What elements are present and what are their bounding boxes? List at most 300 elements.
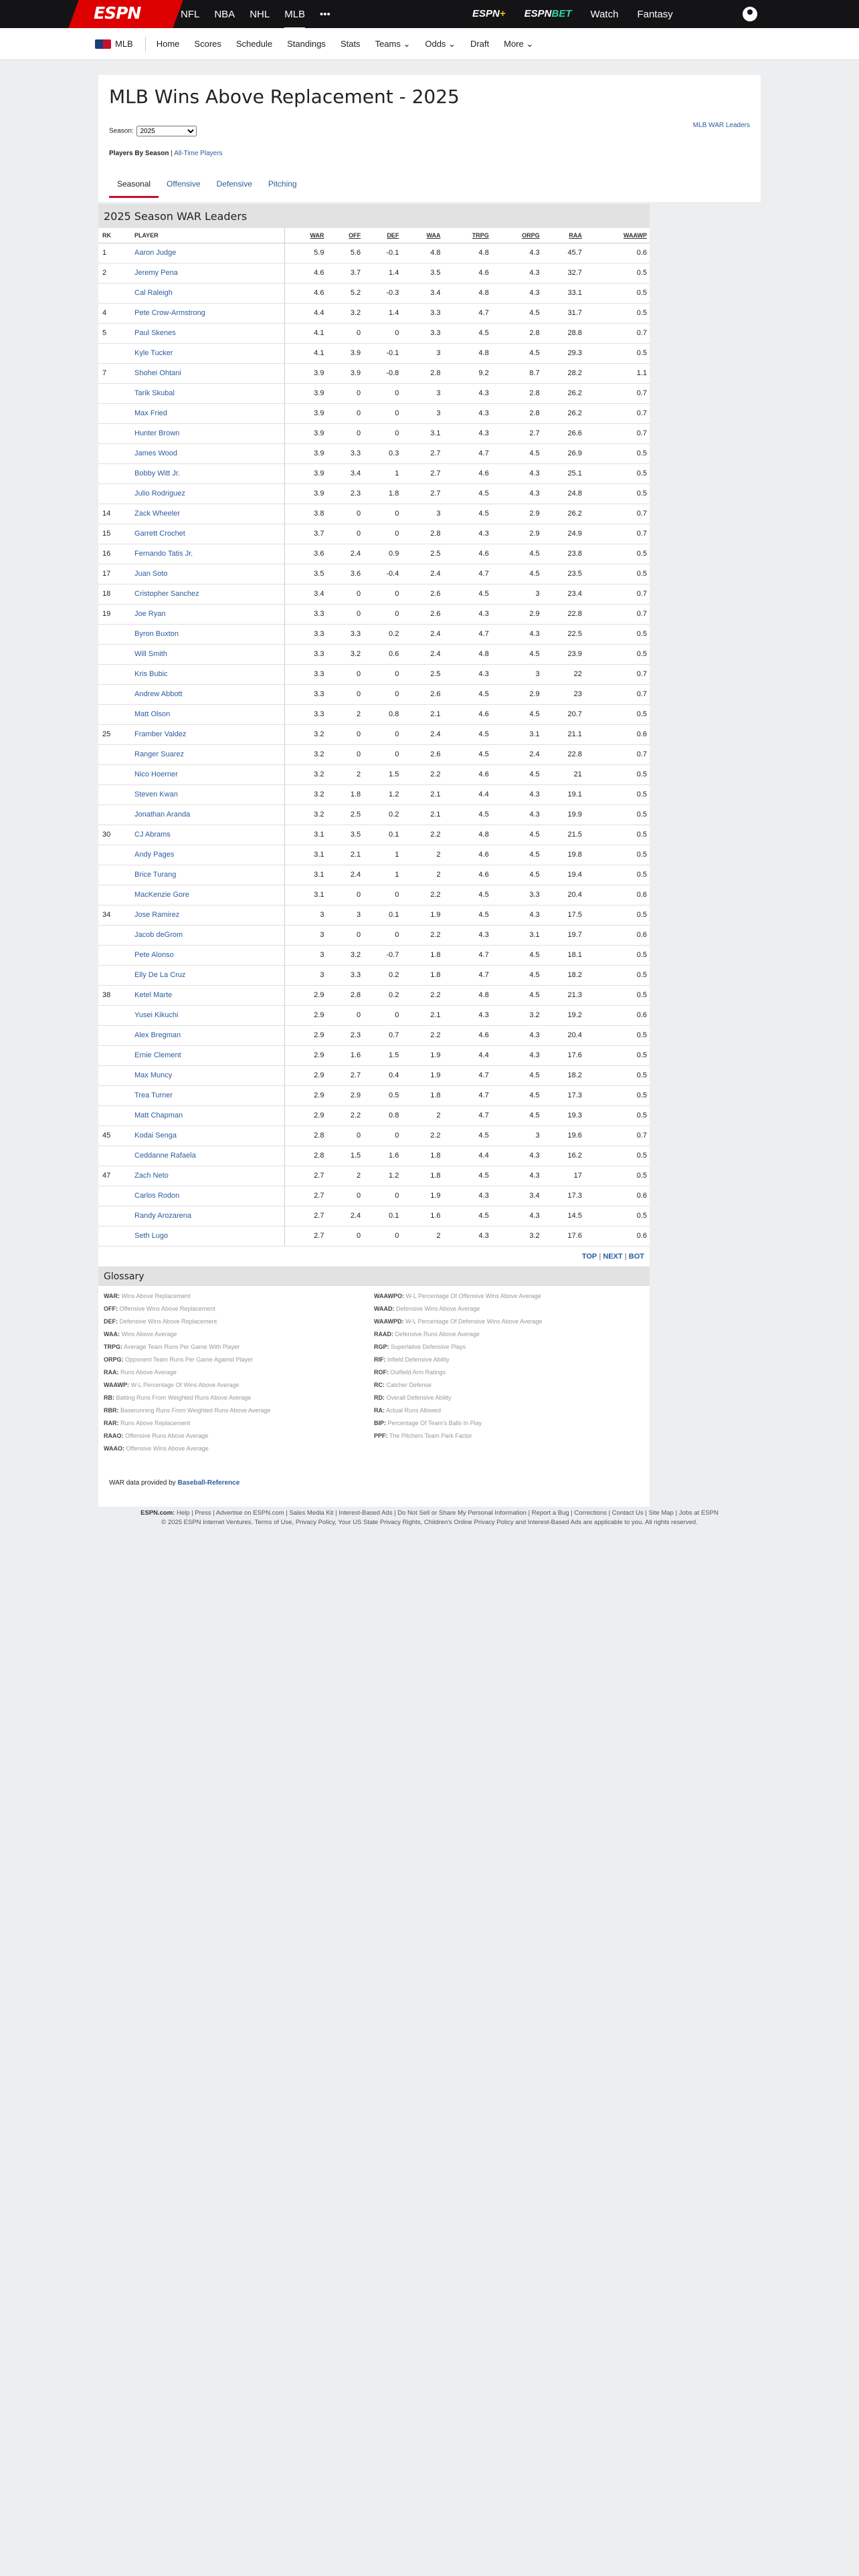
player-link[interactable]: Ketel Marte bbox=[130, 985, 284, 1005]
cell-waawp: 0.7 bbox=[585, 1125, 650, 1146]
player-link[interactable]: Carlos Rodon bbox=[130, 1186, 284, 1206]
player-link[interactable]: Brice Turang bbox=[130, 865, 284, 885]
table-row bbox=[98, 243, 650, 263]
cell-war: 5.9 bbox=[284, 243, 326, 263]
cell-waa: 2.2 bbox=[401, 985, 443, 1005]
subnav-schedule[interactable]: Schedule bbox=[235, 39, 273, 49]
player-link[interactable]: Randy Arozarena bbox=[130, 1206, 284, 1226]
player-link[interactable]: Kyle Tucker bbox=[130, 343, 284, 363]
cell-war: 2.9 bbox=[284, 985, 326, 1005]
col-war[interactable]: WAR bbox=[284, 228, 326, 243]
cell-rank bbox=[98, 784, 130, 804]
player-link[interactable]: Seth Lugo bbox=[130, 1226, 284, 1246]
cell-raa: 26.9 bbox=[543, 443, 585, 463]
cell-off: 0 bbox=[326, 925, 363, 945]
player-link[interactable]: Ranger Suarez bbox=[130, 744, 284, 764]
cell-orpg: 4.5 bbox=[492, 985, 543, 1005]
cell-off: 5.6 bbox=[326, 243, 363, 263]
cell-waa: 1.8 bbox=[401, 1085, 443, 1105]
player-link[interactable]: Bobby Witt Jr. bbox=[130, 463, 284, 484]
player-link[interactable]: Cristopher Sanchez bbox=[130, 584, 284, 604]
player-link[interactable]: Garrett Crochet bbox=[130, 524, 284, 544]
cell-waa: 3.3 bbox=[401, 303, 443, 323]
cell-off: 5.2 bbox=[326, 283, 363, 303]
cell-waawp: 0.6 bbox=[585, 1186, 650, 1206]
player-link[interactable]: Juan Soto bbox=[130, 564, 284, 584]
cell-trpg: 4.3 bbox=[444, 383, 492, 403]
cell-def: 0.1 bbox=[363, 1206, 401, 1226]
cell-off: 3.3 bbox=[326, 624, 363, 644]
glossary-term: RB: bbox=[104, 1394, 114, 1401]
cell-war: 2.7 bbox=[284, 1166, 326, 1186]
cell-trpg: 4.7 bbox=[444, 624, 492, 644]
table-row bbox=[98, 1065, 650, 1085]
nav-item-nhl[interactable]: NHL bbox=[250, 8, 270, 20]
player-link[interactable]: Fernando Tatis Jr. bbox=[130, 544, 284, 564]
player-link[interactable]: Ceddanne Rafaela bbox=[130, 1146, 284, 1166]
cell-war: 3.3 bbox=[284, 664, 326, 684]
cell-war: 3.4 bbox=[284, 584, 326, 604]
cell-waawp: 0.7 bbox=[585, 504, 650, 524]
cell-def: 1 bbox=[363, 845, 401, 865]
cell-waawp: 0.5 bbox=[585, 1065, 650, 1085]
cell-def: 0 bbox=[363, 664, 401, 684]
pager-next[interactable]: NEXT bbox=[603, 1252, 623, 1261]
cell-def: 0 bbox=[363, 724, 401, 744]
league-name[interactable]: MLB bbox=[115, 39, 133, 49]
cell-waawp: 0.5 bbox=[585, 1025, 650, 1045]
cell-orpg: 4.3 bbox=[492, 484, 543, 504]
player-link[interactable]: Andrew Abbott bbox=[130, 684, 284, 704]
cell-trpg: 4.5 bbox=[444, 504, 492, 524]
player-link[interactable]: Paul Skenes bbox=[130, 323, 284, 343]
cell-def: 0 bbox=[363, 504, 401, 524]
glossary-term: RIF: bbox=[374, 1356, 386, 1363]
tab-offensive[interactable]: Offensive bbox=[167, 179, 201, 189]
player-link[interactable]: Matt Olson bbox=[130, 704, 284, 724]
cell-off: 2.3 bbox=[326, 1025, 363, 1045]
cell-war: 2.8 bbox=[284, 1125, 326, 1146]
cell-rank bbox=[98, 1005, 130, 1025]
col-orpg[interactable]: ORPG bbox=[492, 228, 543, 243]
cell-raa: 24.8 bbox=[543, 484, 585, 504]
cell-waa: 2 bbox=[401, 1105, 443, 1125]
nav-item-nfl[interactable]: NFL bbox=[181, 8, 200, 20]
credit-text: WAR data provided by bbox=[109, 1479, 176, 1487]
table-row bbox=[98, 1105, 650, 1125]
war-leaders-section bbox=[98, 204, 650, 1507]
cell-waawp: 0.7 bbox=[585, 383, 650, 403]
nav-item-mlb[interactable]: MLB bbox=[284, 0, 305, 28]
cell-def: -0.1 bbox=[363, 343, 401, 363]
glossary-entry bbox=[104, 1420, 374, 1432]
cell-waawp: 0.5 bbox=[585, 945, 650, 965]
tab-pitching[interactable]: Pitching bbox=[268, 179, 297, 189]
cell-def: -0.1 bbox=[363, 243, 401, 263]
cell-off: 3.9 bbox=[326, 343, 363, 363]
subnav-teams[interactable]: Teams ⌄ bbox=[375, 38, 411, 49]
cell-rank: 1 bbox=[98, 243, 130, 263]
cell-waa: 2.7 bbox=[401, 484, 443, 504]
cell-waawp: 0.5 bbox=[585, 544, 650, 564]
cell-off: 0 bbox=[326, 1005, 363, 1025]
subnav-home[interactable]: Home bbox=[156, 39, 180, 49]
cell-def: 0.2 bbox=[363, 804, 401, 825]
table-pager bbox=[98, 1247, 650, 1267]
glossary-definition: Percentage Of Team's Balls In Play bbox=[387, 1419, 482, 1426]
cell-off: 2.9 bbox=[326, 1085, 363, 1105]
cell-waa: 3.5 bbox=[401, 263, 443, 283]
nav-item-nba[interactable]: NBA bbox=[214, 8, 235, 20]
cell-orpg: 3 bbox=[492, 584, 543, 604]
glossary-entry bbox=[374, 1432, 644, 1445]
cell-off: 0 bbox=[326, 604, 363, 624]
cell-def: 0 bbox=[363, 1005, 401, 1025]
player-link[interactable]: Andy Pages bbox=[130, 845, 284, 865]
table-row bbox=[98, 463, 650, 484]
cell-waa: 2.2 bbox=[401, 885, 443, 905]
players-by-season: Players By Season bbox=[109, 150, 169, 157]
glossary-entry bbox=[374, 1420, 644, 1432]
footer-copyright: © 2025 ESPN Internet Ventures. Terms of Use, Privacy Policy, Your US State Privacy Rights, Children's Online Privacy Policy and Interest-Based Ads are applicable to you. All rights reserved. bbox=[161, 1519, 698, 1526]
cell-war: 2.9 bbox=[284, 1085, 326, 1105]
cell-waa: 3 bbox=[401, 403, 443, 423]
cell-trpg: 4.3 bbox=[444, 1186, 492, 1206]
cell-orpg: 2.9 bbox=[492, 504, 543, 524]
table-row bbox=[98, 564, 650, 584]
cell-off: 0 bbox=[326, 504, 363, 524]
cell-def: 0.7 bbox=[363, 1025, 401, 1045]
espn-bet-link[interactable] bbox=[524, 8, 572, 20]
cell-off: 0 bbox=[326, 524, 363, 544]
player-link[interactable]: Jeremy Pena bbox=[130, 263, 284, 283]
cell-orpg: 2.8 bbox=[492, 383, 543, 403]
cell-war: 2.8 bbox=[284, 1146, 326, 1166]
cell-trpg: 4.8 bbox=[444, 243, 492, 263]
cell-rank: 4 bbox=[98, 303, 130, 323]
player-link[interactable]: Zack Wheeler bbox=[130, 504, 284, 524]
cell-orpg: 4.5 bbox=[492, 1085, 543, 1105]
cell-rank bbox=[98, 1226, 130, 1246]
col-waawp[interactable]: WAAWP bbox=[585, 228, 650, 243]
cell-off: 2 bbox=[326, 764, 363, 784]
player-link[interactable]: Cal Raleigh bbox=[130, 283, 284, 303]
player-link[interactable]: Joe Ryan bbox=[130, 604, 284, 624]
sports-nav bbox=[181, 0, 330, 28]
baseball-reference-link[interactable]: Baseball-Reference bbox=[177, 1479, 240, 1487]
cell-rank: 47 bbox=[98, 1166, 130, 1186]
cell-trpg: 4.3 bbox=[444, 604, 492, 624]
cell-waawp: 0.6 bbox=[585, 1005, 650, 1025]
cell-war: 3.6 bbox=[284, 544, 326, 564]
cell-off: 2.7 bbox=[326, 1065, 363, 1085]
player-link[interactable]: Julio Rodriguez bbox=[130, 484, 284, 504]
player-link[interactable]: Pete Alonso bbox=[130, 945, 284, 965]
cell-waa: 2 bbox=[401, 1226, 443, 1246]
cell-raa: 19.3 bbox=[543, 1105, 585, 1125]
cell-raa: 23 bbox=[543, 684, 585, 704]
subnav-draft[interactable]: Draft bbox=[470, 39, 490, 49]
player-link[interactable]: Kodai Senga bbox=[130, 1125, 284, 1146]
cell-orpg: 4.5 bbox=[492, 704, 543, 724]
cell-def: 1 bbox=[363, 463, 401, 484]
player-link[interactable]: Elly De La Cruz bbox=[130, 965, 284, 985]
glossary-definition: Runs Above Average bbox=[120, 1368, 177, 1376]
player-link[interactable]: Max Fried bbox=[130, 403, 284, 423]
subnav-standings[interactable]: Standings bbox=[287, 39, 326, 49]
cell-waawp: 0.7 bbox=[585, 524, 650, 544]
col-trpg[interactable]: TRPG bbox=[444, 228, 492, 243]
table-row bbox=[98, 985, 650, 1005]
cell-orpg: 4.3 bbox=[492, 1045, 543, 1065]
cell-raa: 22.8 bbox=[543, 604, 585, 624]
cell-waawp: 0.5 bbox=[585, 263, 650, 283]
cell-trpg: 4.3 bbox=[444, 1226, 492, 1246]
cell-waawp: 0.5 bbox=[585, 283, 650, 303]
cell-orpg: 4.5 bbox=[492, 1065, 543, 1085]
player-link[interactable]: Alex Bregman bbox=[130, 1025, 284, 1045]
cell-waawp: 0.5 bbox=[585, 343, 650, 363]
player-link[interactable]: Tarik Skubal bbox=[130, 383, 284, 403]
cell-def: 0 bbox=[363, 423, 401, 443]
watch-link[interactable]: Watch bbox=[590, 8, 619, 20]
cell-trpg: 4.3 bbox=[444, 925, 492, 945]
cell-trpg: 4.8 bbox=[444, 985, 492, 1005]
player-link[interactable]: CJ Abrams bbox=[130, 825, 284, 845]
cell-off: 2.4 bbox=[326, 865, 363, 885]
cell-def: 0.1 bbox=[363, 905, 401, 925]
cell-rank bbox=[98, 804, 130, 825]
player-link[interactable]: Will Smith bbox=[130, 644, 284, 664]
cell-rank: 7 bbox=[98, 363, 130, 383]
cell-rank bbox=[98, 1025, 130, 1045]
cell-rank bbox=[98, 1186, 130, 1206]
cell-off: 0 bbox=[326, 323, 363, 343]
cell-trpg: 4.6 bbox=[444, 263, 492, 283]
subnav-more[interactable]: More ⌄ bbox=[504, 38, 534, 49]
cell-trpg: 4.3 bbox=[444, 664, 492, 684]
col-def[interactable]: DEF bbox=[363, 228, 401, 243]
cell-war: 3.3 bbox=[284, 624, 326, 644]
table-row bbox=[98, 323, 650, 343]
player-link[interactable]: MacKenzie Gore bbox=[130, 885, 284, 905]
table-row bbox=[98, 1186, 650, 1206]
cell-def: 1.4 bbox=[363, 303, 401, 323]
cell-def: 0 bbox=[363, 744, 401, 764]
cell-trpg: 4.7 bbox=[444, 1105, 492, 1125]
player-link[interactable]: Steven Kwan bbox=[130, 784, 284, 804]
cell-waa: 2.5 bbox=[401, 664, 443, 684]
cell-war: 3.2 bbox=[284, 764, 326, 784]
cell-off: 1.6 bbox=[326, 1045, 363, 1065]
war-leaders-link[interactable]: MLB WAR Leaders bbox=[692, 122, 750, 129]
glossary-definition: Defensive Wins Above Average bbox=[396, 1305, 480, 1312]
espn-plus-link[interactable] bbox=[472, 8, 506, 20]
glossary-entry bbox=[104, 1445, 374, 1458]
cell-def: 0 bbox=[363, 925, 401, 945]
player-link[interactable]: James Wood bbox=[130, 443, 284, 463]
cell-off: 0 bbox=[326, 403, 363, 423]
table-row bbox=[98, 905, 650, 925]
glossary-definition: Batting Runs From Weighted Runs Above Average bbox=[116, 1394, 252, 1401]
cell-waa: 1.8 bbox=[401, 945, 443, 965]
glossary-term: RAAD: bbox=[374, 1330, 393, 1337]
cell-off: 0 bbox=[326, 664, 363, 684]
cell-trpg: 4.5 bbox=[444, 323, 492, 343]
glossary-definition: Catcher Defense bbox=[386, 1381, 432, 1388]
cell-rank: 14 bbox=[98, 504, 130, 524]
player-link[interactable]: Jose Ramirez bbox=[130, 905, 284, 925]
subnav-odds[interactable]: Odds ⌄ bbox=[425, 38, 456, 49]
cell-off: 2.4 bbox=[326, 544, 363, 564]
player-link[interactable]: Ernie Clement bbox=[130, 1045, 284, 1065]
cell-waawp: 0.6 bbox=[585, 724, 650, 744]
glossary-definition: Superlative Defensive Plays bbox=[391, 1343, 466, 1350]
cell-war: 2.7 bbox=[284, 1206, 326, 1226]
season-label: Season: bbox=[109, 127, 134, 135]
espn-logo[interactable]: ESPN bbox=[94, 3, 141, 23]
glossary-definition: Baserunning Runs From Weighted Runs Above Average bbox=[120, 1406, 271, 1414]
cell-off: 0 bbox=[326, 1226, 363, 1246]
player-link[interactable]: Shohei Ohtani bbox=[130, 363, 284, 383]
all-time-players-link[interactable]: All-Time Players bbox=[174, 150, 223, 157]
player-link[interactable]: Hunter Brown bbox=[130, 423, 284, 443]
cell-waa: 3 bbox=[401, 383, 443, 403]
cell-trpg: 4.6 bbox=[444, 865, 492, 885]
player-link[interactable]: Max Muncy bbox=[130, 1065, 284, 1085]
cell-orpg: 4.3 bbox=[492, 1166, 543, 1186]
pager-bot[interactable]: BOT bbox=[628, 1252, 644, 1261]
cell-off: 0 bbox=[326, 584, 363, 604]
fantasy-link[interactable]: Fantasy bbox=[637, 8, 673, 20]
col-raa[interactable]: RAA bbox=[543, 228, 585, 243]
table-row bbox=[98, 865, 650, 885]
table-row bbox=[98, 443, 650, 463]
cell-trpg: 4.4 bbox=[444, 1045, 492, 1065]
cell-off: 0 bbox=[326, 744, 363, 764]
cell-trpg: 9.2 bbox=[444, 363, 492, 383]
tab-defensive[interactable]: Defensive bbox=[216, 179, 252, 189]
cell-waa: 2.1 bbox=[401, 704, 443, 724]
player-link[interactable]: Framber Valdez bbox=[130, 724, 284, 744]
cell-war: 3.9 bbox=[284, 363, 326, 383]
player-link[interactable]: Byron Buxton bbox=[130, 624, 284, 644]
user-profile-icon[interactable] bbox=[743, 7, 757, 21]
glossary-definition: Overall Defensive Ability bbox=[386, 1394, 452, 1401]
cell-orpg: 3.4 bbox=[492, 1186, 543, 1206]
cell-orpg: 2.8 bbox=[492, 403, 543, 423]
cell-rank bbox=[98, 845, 130, 865]
cell-raa: 22.8 bbox=[543, 744, 585, 764]
season-dropdown[interactable] bbox=[136, 126, 197, 136]
glossary-entry bbox=[104, 1369, 374, 1382]
cell-waawp: 0.6 bbox=[585, 925, 650, 945]
glossary-term: RBR: bbox=[104, 1406, 119, 1414]
cell-off: 2.5 bbox=[326, 804, 363, 825]
cell-def: 0 bbox=[363, 383, 401, 403]
cell-waa: 2.4 bbox=[401, 564, 443, 584]
glossary-definition: Offensive Wins Above Average bbox=[126, 1444, 209, 1452]
more-sports-icon[interactable]: ••• bbox=[320, 8, 330, 20]
cell-waa: 2.7 bbox=[401, 463, 443, 484]
player-link[interactable]: Nico Hoerner bbox=[130, 764, 284, 784]
glossary-term: WAAO: bbox=[104, 1444, 124, 1452]
player-link[interactable]: Matt Chapman bbox=[130, 1105, 284, 1125]
tab-seasonal[interactable]: Seasonal bbox=[109, 174, 159, 198]
player-link[interactable]: Yusei Kikuchi bbox=[130, 1005, 284, 1025]
subnav-scores[interactable]: Scores bbox=[194, 39, 221, 49]
footer-link-list[interactable]: Help | Press | Advertise on ESPN.com | Sales Media Kit | Interest-Based Ads | Do Not Sell or Share My Personal Information | Report a Bug | Corrections | Contact Us | Site Map | Jobs at ESPN bbox=[177, 1509, 719, 1517]
cell-waa: 4.8 bbox=[401, 243, 443, 263]
cell-rank bbox=[98, 1085, 130, 1105]
player-link[interactable]: Jacob deGrom bbox=[130, 925, 284, 945]
player-link[interactable]: Trea Turner bbox=[130, 1085, 284, 1105]
cell-waawp: 0.5 bbox=[585, 865, 650, 885]
player-link[interactable]: Zach Neto bbox=[130, 1166, 284, 1186]
cell-def: 0 bbox=[363, 684, 401, 704]
table-row bbox=[98, 704, 650, 724]
col-off[interactable]: OFF bbox=[326, 228, 363, 243]
glossary-term: DEF: bbox=[104, 1317, 118, 1325]
cell-orpg: 3.3 bbox=[492, 885, 543, 905]
cell-orpg: 4.5 bbox=[492, 825, 543, 845]
pager-top[interactable]: TOP bbox=[581, 1252, 597, 1261]
cell-def: -0.7 bbox=[363, 945, 401, 965]
cell-trpg: 4.7 bbox=[444, 1065, 492, 1085]
col-waa[interactable]: WAA bbox=[401, 228, 443, 243]
cell-def: 1.6 bbox=[363, 1146, 401, 1166]
glossary-entry bbox=[374, 1331, 644, 1344]
cell-raa: 28.8 bbox=[543, 323, 585, 343]
page-footer bbox=[0, 1509, 859, 1527]
cell-waawp: 0.5 bbox=[585, 484, 650, 504]
cell-def: 0 bbox=[363, 323, 401, 343]
player-link[interactable]: Kris Bubic bbox=[130, 664, 284, 684]
glossary-definition: Wins Above Replacement bbox=[121, 1292, 191, 1299]
cell-waa: 2 bbox=[401, 865, 443, 885]
player-link[interactable]: Aaron Judge bbox=[130, 243, 284, 263]
cell-trpg: 4.7 bbox=[444, 945, 492, 965]
glossary-term: WAAD: bbox=[374, 1305, 395, 1312]
cell-waawp: 0.7 bbox=[585, 323, 650, 343]
cell-waa: 1.9 bbox=[401, 1186, 443, 1206]
cell-rank bbox=[98, 624, 130, 644]
cell-trpg: 4.3 bbox=[444, 403, 492, 423]
cell-orpg: 3 bbox=[492, 664, 543, 684]
cell-orpg: 4.5 bbox=[492, 343, 543, 363]
cell-def: 0 bbox=[363, 885, 401, 905]
player-link[interactable]: Jonathan Aranda bbox=[130, 804, 284, 825]
glossary-term: WAAWPO: bbox=[374, 1292, 404, 1299]
cell-off: 2.8 bbox=[326, 985, 363, 1005]
table-row bbox=[98, 1166, 650, 1186]
cell-war: 3.3 bbox=[284, 604, 326, 624]
cell-waa: 2.4 bbox=[401, 624, 443, 644]
cell-waa: 2.6 bbox=[401, 584, 443, 604]
glossary-term: WAR: bbox=[104, 1292, 120, 1299]
player-link[interactable]: Pete Crow-Armstrong bbox=[130, 303, 284, 323]
cell-orpg: 2.9 bbox=[492, 684, 543, 704]
cell-def: 0.2 bbox=[363, 624, 401, 644]
war-leaders-table bbox=[98, 228, 650, 1247]
cell-waawp: 0.5 bbox=[585, 624, 650, 644]
glossary-entry bbox=[104, 1432, 374, 1445]
cell-orpg: 2.4 bbox=[492, 744, 543, 764]
cell-raa: 17.6 bbox=[543, 1226, 585, 1246]
cell-off: 2 bbox=[326, 1166, 363, 1186]
cell-waa: 1.8 bbox=[401, 965, 443, 985]
subnav-stats[interactable]: Stats bbox=[340, 39, 361, 49]
